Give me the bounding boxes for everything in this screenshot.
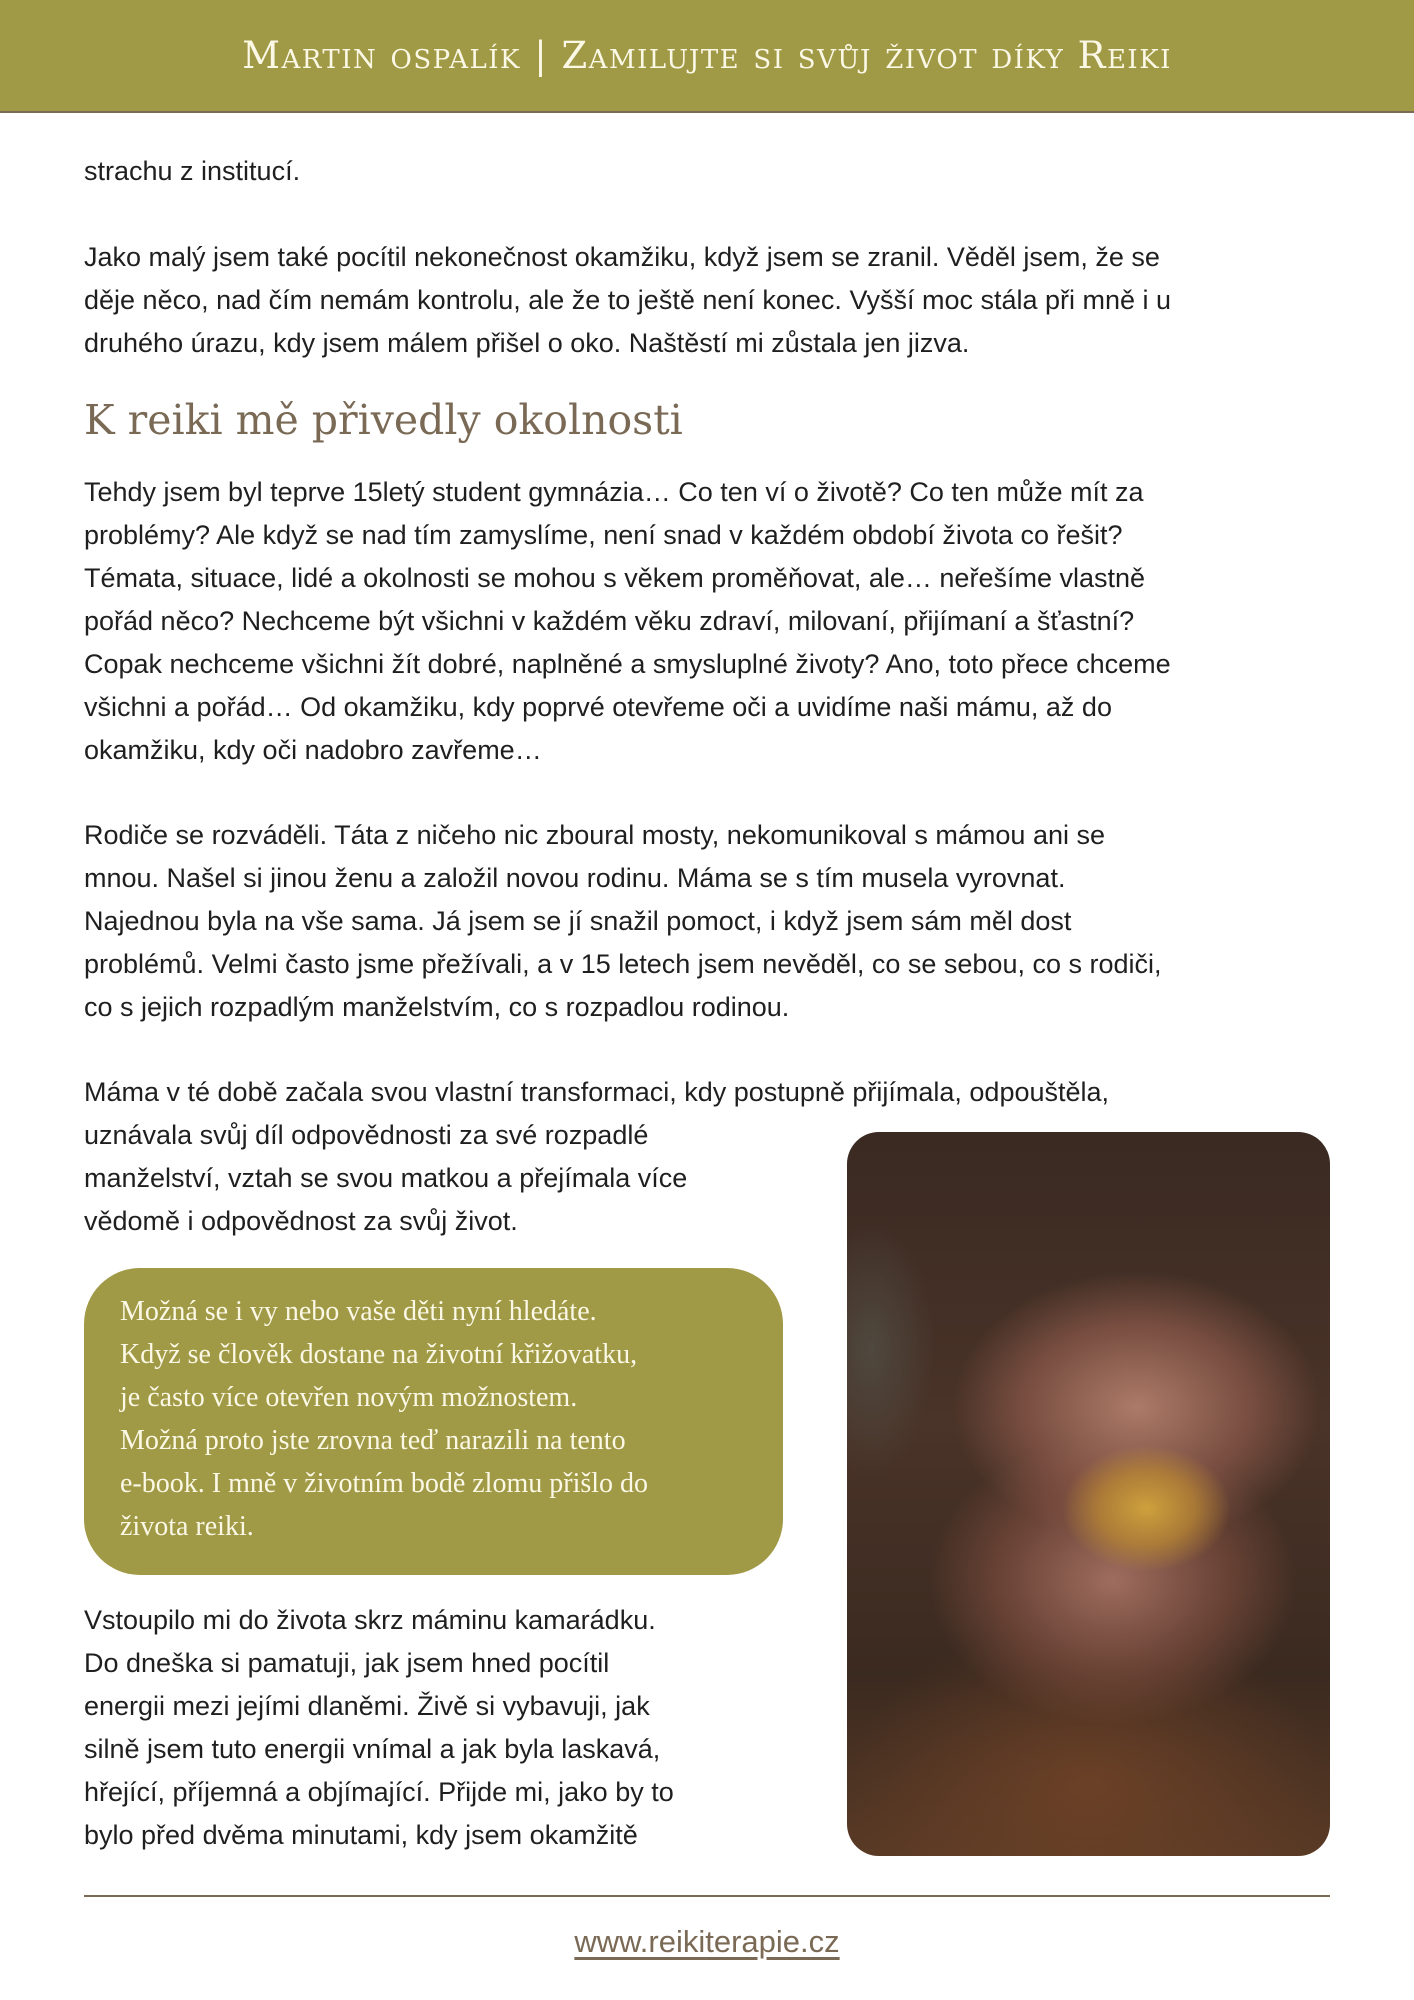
paragraph-3 xyxy=(84,471,1171,772)
text-line: manželství, vztah se svou matkou a přejímala více xyxy=(84,1163,688,1193)
text-line: mnou. Našel si jinou ženu a založil novou rodinu. Máma se s tím musela vyrovnat. xyxy=(84,863,1066,893)
quote-line: Když se člověk dostane na životní křižovatku, xyxy=(120,1339,638,1370)
footer xyxy=(0,1924,1414,1960)
text-line: okamžiku, kdy oči nadobro zavřeme… xyxy=(84,735,542,765)
paragraph-6 xyxy=(84,1599,674,1857)
text-line: všichni a pořád… Od okamžiku, kdy poprvé otevřeme oči a uvidíme naši mámu, až do xyxy=(84,692,1112,722)
text-line: druhého úrazu, kdy jsem málem přišel o oko. Naštěstí mi zůstala jen jizva. xyxy=(84,328,970,358)
footer-divider xyxy=(84,1895,1330,1897)
text-line: Jako malý jsem také pocítil nekonečnost okamžiku, když jsem se zranil. Věděl jsem, že se xyxy=(84,242,1160,272)
text-line: bylo před dvěma minutami, kdy jsem okamžitě xyxy=(84,1820,638,1850)
paragraph-2 xyxy=(84,236,1171,365)
text-line: Vstoupilo mi do života skrz máminu kamarádku. xyxy=(84,1605,656,1635)
text-line: děje něco, nad čím nemám kontrolu, ale že to ještě není konec. Vyšší moc stála při mně i u xyxy=(84,285,1172,315)
quote-line: Možná se i vy nebo vaše děti nyní hledáte. xyxy=(120,1296,597,1327)
quote-box xyxy=(84,1268,783,1575)
quote-line: e-book. I mně v životním bodě zlomu přišlo do xyxy=(120,1468,649,1499)
text-line: strachu z institucí. xyxy=(84,156,301,186)
text-line: Témata, situace, lidé a okolnosti se mohou s věkem proměňovat, ale… neřešíme vlastně xyxy=(84,563,1146,593)
quote-line: života reiki. xyxy=(120,1511,254,1542)
quote-line: Možná proto jste zrovna teď narazili na tento xyxy=(120,1425,626,1456)
text-line: Do dneška si pamatuji, jak jsem hned pocítil xyxy=(84,1648,610,1678)
text-line: energii mezi jejími dlaněmi. Živě si vybavuji, jak xyxy=(84,1691,650,1721)
text-line: Máma v té době začala svou vlastní transformaci, kdy postupně přijímala, odpouštěla, xyxy=(84,1077,1110,1107)
section-heading: K reiki mě přivedly okolnosti xyxy=(84,396,683,444)
text-line: uznávala svůj díl odpovědnosti za své rozpadlé xyxy=(84,1120,649,1150)
text-line: problémy? Ale když se nad tím zamyslíme, není snad v každém období života co řešit? xyxy=(84,520,1123,550)
text-line: silně jsem tuto energii vnímal a jak byla laskavá, xyxy=(84,1734,661,1764)
text-line: Najednou byla na vše sama. Já jsem se jí snažil pomoct, i když jsem sám měl dost xyxy=(84,906,1072,936)
text-line: problémů. Velmi často jsme přežívali, a v 15 letech jsem nevěděl, co se sebou, co s rodiči, xyxy=(84,949,1162,979)
page-header xyxy=(0,0,1414,113)
paragraph-1 xyxy=(84,150,300,193)
header-title: Martin ospalík | Zamilujte si svůj život díky Reiki xyxy=(242,34,1172,77)
text-line: Tehdy jsem byl teprve 15letý student gymnázia… Co ten ví o životě? Co ten může mít za xyxy=(84,477,1144,507)
text-line: co s jejich rozpadlým manželstvím, co s rozpadlou rodinou. xyxy=(84,992,790,1022)
text-line: vědomě i odpovědnost za svůj život. xyxy=(84,1206,518,1236)
quote-line: je často více otevřen novým možnostem. xyxy=(120,1382,578,1413)
website-link[interactable]: www.reikiterapie.cz xyxy=(574,1924,840,1959)
text-line: Copak nechceme všichni žít dobré, naplněné a smysluplné životy? Ano, toto přece chceme xyxy=(84,649,1171,679)
paragraph-4 xyxy=(84,814,1162,1029)
text-line: hřející, příjemná a objímající. Přijde mi, jako by to xyxy=(84,1777,674,1807)
hands-with-leaf-photo xyxy=(847,1132,1330,1856)
text-line: pořád něco? Nechceme být všichni v každém věku zdraví, milovaní, přijímaní a šťastní? xyxy=(84,606,1135,636)
text-line: Rodiče se rozváděli. Táta z ničeho nic zboural mosty, nekomunikoval s mámou ani se xyxy=(84,820,1105,850)
